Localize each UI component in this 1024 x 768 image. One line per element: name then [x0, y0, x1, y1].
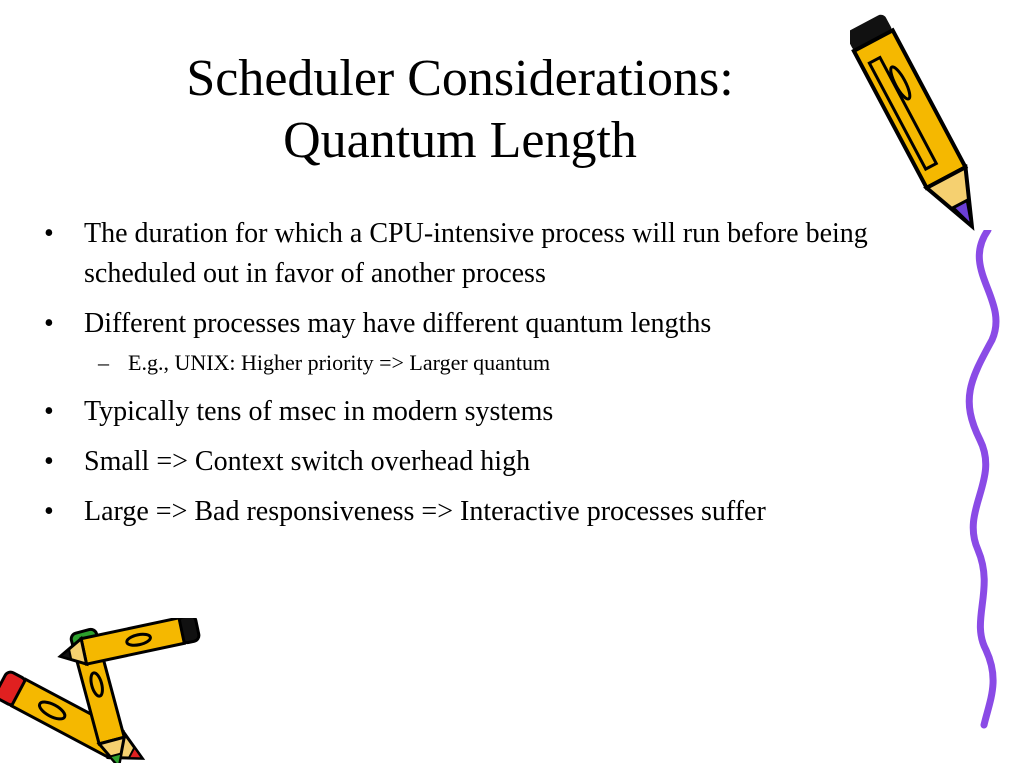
title-line-1: Scheduler Considerations: [186, 50, 734, 107]
wavy-line [940, 230, 1020, 730]
list-item [44, 442, 944, 482]
sub-bullet-text: E.g., UNIX: Higher priority => Larger quantum [128, 350, 551, 375]
page-title [0, 48, 920, 172]
bullet-marker: • [44, 446, 54, 477]
bullet-text: Small => Context switch overhead high [84, 446, 531, 477]
sub-list-item [44, 348, 944, 378]
bullet-text: The duration for which a CPU-intensive process will run before being scheduled out in favor of another process [84, 218, 868, 289]
list-item [44, 392, 944, 432]
title-line-2: Quantum Length [283, 112, 637, 169]
sub-bullet-marker: – [98, 350, 109, 375]
bullet-marker: • [44, 496, 54, 527]
bullet-marker: • [44, 218, 54, 249]
pencil-icon [850, 0, 1010, 250]
bullet-text: Large => Bad responsiveness => Interactive processes suffer [84, 496, 766, 527]
bullet-list [44, 214, 944, 542]
list-item [44, 492, 944, 532]
bullet-marker: • [44, 308, 54, 339]
list-item [44, 214, 944, 294]
bullet-text: Typically tens of msec in modern systems [84, 396, 554, 427]
bullet-text: Different processes may have different quantum lengths [84, 308, 712, 339]
bullet-marker: • [44, 396, 54, 427]
crossed-pencils-icon [0, 618, 210, 763]
list-item [44, 304, 944, 344]
